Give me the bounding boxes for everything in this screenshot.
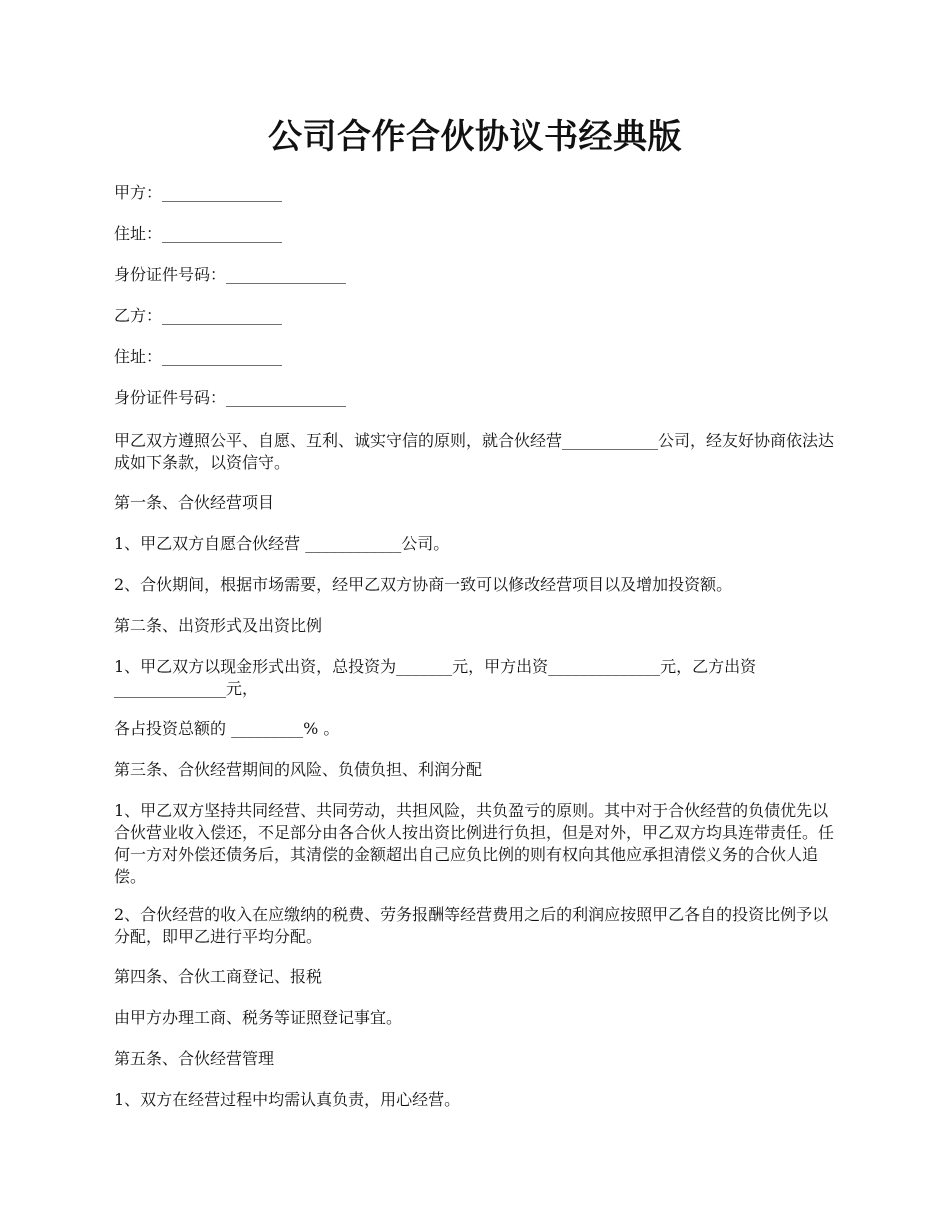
article-1-clause-1: 1、甲乙双方自愿合伙经营 ____________公司。: [114, 534, 450, 553]
article-2-ratio-line: 各占投资总额的 _________% 。: [114, 719, 340, 738]
party-a-id-line: 身份证件号码：_______________: [114, 265, 347, 284]
party-a-line: 甲方：_______________: [114, 183, 283, 202]
article-5-heading: 第五条、合伙经营管理: [114, 1049, 275, 1068]
article-3-heading: 第三条、合伙经营期间的风险、负债负担、利润分配: [114, 760, 483, 779]
preamble-paragraph: 甲乙双方遵照公平、自愿、互利、诚实守信的原则，就合伙经营____________公司，经友好协商依法达成如下条款，以资信守。: [114, 431, 835, 472]
article-5-clause-1: 1、双方在经营过程中均需认真负责，用心经营。: [114, 1090, 461, 1109]
party-b-id-line: 身份证件号码：_______________: [114, 388, 347, 407]
document-title: 公司合作合伙协议书经典版: [268, 117, 682, 157]
party-a-address-line: 住址：_______________: [114, 224, 283, 243]
party-b-line: 乙方：_______________: [114, 306, 283, 325]
article-1-heading: 第一条、合伙经营项目: [114, 493, 275, 512]
party-b-address-line: 住址：_______________: [114, 347, 283, 366]
article-4-heading: 第四条、合伙工商登记、报税: [114, 967, 323, 986]
article-2-clause-1: 1、甲乙双方以现金形式出资，总投资为_______元，甲方出资______________元，乙方出资______________元，: [114, 657, 757, 698]
article-3-clause-1: 1、甲乙双方坚持共同经营、共同劳动，共担风险，共负盈亏的原则。其中对于合伙经营的负债优先以合伙营业收入偿还，不足部分由各合伙人按出资比例进行负担，但是对外，甲乙双方均具连带责任。任何一方对外偿还债务后，其清偿的金额超出自己应负比例的则有权向其他应承担清偿义务的合伙人追偿。: [114, 801, 835, 886]
article-3-clause-2: 2、合伙经营的收入在应缴纳的税费、劳务报酬等经营费用之后的利润应按照甲乙各自的投资比例予以分配，即甲乙进行平均分配。: [114, 905, 829, 946]
article-4-body: 由甲方办理工商、税务等证照登记事宜。: [114, 1008, 403, 1027]
article-2-heading: 第二条、出资形式及出资比例: [114, 616, 323, 635]
article-1-clause-2: 2、合伙期间，根据市场需要，经甲乙双方协商一致可以修改经营项目以及增加投资额。: [114, 575, 733, 594]
